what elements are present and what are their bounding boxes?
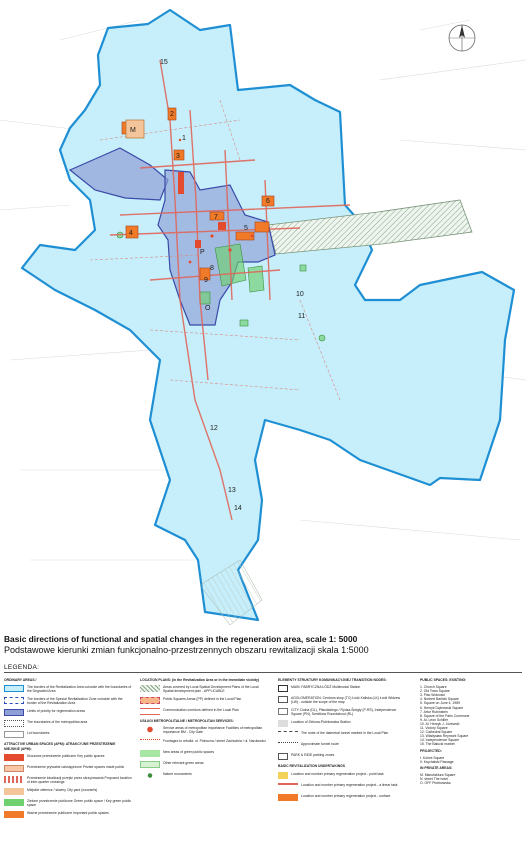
legend-item: CITY: Dolna (DL), Piłsudskiego / Rydza-Śmigły (P-RS), Independence Square (PN), Szmitkow Roundabout (RL) xyxy=(278,708,406,716)
swatch-lot-boundaries xyxy=(4,731,24,738)
swatch-main-node xyxy=(278,685,288,692)
projected-space: I. Kolors Square xyxy=(420,755,445,760)
legend-column-2 xyxy=(140,676,268,783)
legend-item: Areas covered by Local Spatial Development Plans of the Local Spatial development plan - APPLICABLE xyxy=(140,685,268,693)
private-space: N. street The hotel xyxy=(420,776,448,781)
legend-col3-heading: ELEMENTY STRUKTURY KOMUNIKACYJNEJ TRANSITION NODES: xyxy=(278,678,387,682)
private-areas-heading: IN PRIVATE AREAS: xyxy=(420,765,453,770)
existing-space: 9. Al. Leon Schiller xyxy=(420,717,449,722)
swatch-special-zone xyxy=(4,697,24,704)
swatch-key-public-space xyxy=(4,754,24,761)
legend-item: MAIN: FABRYCZNA ŁÓDŹ Multimodal Station xyxy=(278,685,406,692)
legend-divider xyxy=(4,672,522,673)
legend-item: Location and number primary regeneration project - a linear task xyxy=(278,783,406,790)
public-spaces-heading: PUBLIC SPACES: EXISTING: xyxy=(420,678,467,682)
legend-column-1 xyxy=(4,676,132,822)
label-6: 6 xyxy=(266,198,270,205)
existing-space: 15. The Bałucki market xyxy=(420,742,455,747)
label-14: 14 xyxy=(234,505,242,512)
legend-item: Approximate tunnel route xyxy=(278,742,406,749)
swatch-station xyxy=(278,720,288,727)
legend-item: AGGLOMERATION: Centrum skup (TC) Łódź Kaliska (LK) Łódź Widzew (LW) - outside the scope of the map xyxy=(278,696,406,704)
swatch-agglomeration-node xyxy=(278,696,288,703)
legend-item: Miejskie zieleńce / skwery City yard (woonerfs) xyxy=(4,788,132,795)
swatch-important-space xyxy=(4,811,24,818)
existing-space: 14. Independence Square xyxy=(420,738,460,743)
projected-space: II. Kręchalski Passage xyxy=(420,759,454,764)
label-11: 11 xyxy=(298,313,306,320)
legend-item: Przestrzenie lokalizacji przejść przez skrzyżowania Proposed location of inter-quarter crossings xyxy=(4,776,132,784)
legend-col3-subheading: BASIC REVITALIZATION UNDERTAKINGS xyxy=(278,764,346,769)
swatch-tunnel-route xyxy=(278,731,298,738)
legend-item: The boundaries of the metropolitan area xyxy=(4,720,132,727)
legend-item: Kluczowe przestrzenie publiczne Key public spaces xyxy=(4,754,132,761)
existing-space: 3. Plac Wolności xyxy=(420,693,446,698)
existing-space: 5. Square on June 4, 1989 xyxy=(420,701,460,706)
existing-space: 1. Church Square xyxy=(420,685,447,690)
private-space: O. OFF Piotrkowska xyxy=(420,781,451,786)
label-4: 4 xyxy=(129,230,133,237)
existing-space: 8. Square of the Paris Commune xyxy=(420,713,470,718)
legend-item: Przestrzenie prywatne udostępnione Private spaces made public xyxy=(4,765,132,772)
swatch-frontages xyxy=(140,739,160,746)
swatch-revitalization-area xyxy=(4,685,24,692)
legend-header: LEGENDA: xyxy=(4,664,40,671)
swatch-metropolitan-boundary xyxy=(4,720,24,727)
existing-space: 2. Old Town Square xyxy=(420,689,450,694)
label-12: 12 xyxy=(210,425,218,432)
existing-space: 4. Norbert Barlicki Square xyxy=(420,697,459,702)
label-2: 2 xyxy=(170,111,174,118)
existing-space: 7. Artur Rubinstein xyxy=(420,709,448,714)
north-arrow-icon xyxy=(449,25,475,51)
legend-item: Nature monuments xyxy=(140,772,268,779)
existing-space: 13. Władysław Reymont Square xyxy=(420,734,469,739)
swatch-surface-task xyxy=(278,794,298,801)
legend-item: Public Squares Areas (PP) defined in the Local Plan xyxy=(140,697,268,704)
label-o: O xyxy=(205,305,211,312)
label-1: 1 xyxy=(182,135,186,142)
existing-space: 11. Victory Square xyxy=(420,726,448,731)
label-7: 7 xyxy=(214,214,218,221)
legend-item: The route of the diametral tunnel marked in the Local Plan xyxy=(278,731,406,738)
legend-item: PARK & RIDE parking zones xyxy=(278,753,406,760)
label-p: P xyxy=(200,249,205,256)
label-9: 9 xyxy=(204,277,208,284)
label-5: 5 xyxy=(244,225,248,232)
legend-item: Lot boundaries xyxy=(4,731,132,738)
swatch-point-task xyxy=(278,772,288,779)
projected-heading: PROJECTED: xyxy=(420,748,442,753)
title-polish: Podstawowe kierunki zmian funkcjonalno-przestrzennych obszaru rewitalizacji skala 1:5000 xyxy=(4,645,369,655)
revitalization-area xyxy=(22,10,514,620)
existing-space: 12. Cathedral Square xyxy=(420,730,453,735)
legend-item: The borders of the Revitalization Area coincide with the boundaries of the Degraded Area xyxy=(4,685,132,693)
legend-item: Location and number primary regeneration project - point task xyxy=(278,772,406,779)
private-space: M. Manufaktura Square xyxy=(420,772,456,777)
swatch-metropolitan-service xyxy=(140,726,160,733)
existing-space: 6. Henryk Dąbrowski Square xyxy=(420,705,464,710)
label-3: 3 xyxy=(176,153,180,160)
legend-col2-subheading: USŁUGI METROPOLITALNE / METROPOLITAN SERVICES: xyxy=(140,719,234,724)
swatch-crossings xyxy=(4,776,24,783)
legend-item: Limits of priority for regeneration areas xyxy=(4,709,132,716)
label-10: 10 xyxy=(296,291,304,298)
label-13: 13 xyxy=(228,487,236,494)
swatch-private-space xyxy=(4,765,24,772)
swatch-linear-task xyxy=(278,783,298,790)
swatch-corridors xyxy=(140,708,160,715)
label-15: 15 xyxy=(160,59,168,66)
swatch-nature-monument xyxy=(140,772,160,779)
swatch-city-node xyxy=(278,708,288,715)
legend-item: Frontages to rebuild: ul. Pólnocna / street Zachodnia / ul. Narutowicz xyxy=(140,739,268,746)
legend-item: Service areas of metropolitan importance Facilities of metropolitan importance BM - City Gate xyxy=(140,726,268,734)
legend-item: The borders of the Special Revitalization Zone coincide with the border of the Revitalization Area xyxy=(4,697,132,705)
legend-item: Ważne przestrzenie publiczne Important public spaces xyxy=(4,811,132,818)
legend-col2-heading: LOCATION PLANS: (in the Revitalization Area or in the immediate vicinity) xyxy=(140,678,260,682)
swatch-public-squares xyxy=(140,697,160,704)
title-english: Basic directions of functional and spatial changes in the regeneration area, scale 1: 5000 xyxy=(4,634,358,644)
legend-col1-subheading: ATTRACTIVE URBAN SPACES (APM): ATRAKCYJNE PRZESTRZENIE MIEJSKIE (APM): xyxy=(4,742,116,751)
legend-col1-heading: ORDINARY AREAS / xyxy=(4,678,37,682)
swatch-green-public-space xyxy=(4,799,24,806)
legend-item: Communication corridors defined in the Local Plan xyxy=(140,708,268,715)
legend-item: New areas of green public spaces xyxy=(140,750,268,757)
title-block xyxy=(4,634,522,655)
swatch-local-plan xyxy=(140,685,160,692)
legend-item: Location and number primary regeneration project - surface xyxy=(278,794,406,801)
existing-space: 10. Al. Henryk J. Józewski xyxy=(420,721,460,726)
swatch-other-green xyxy=(140,761,160,768)
legend-column-4 xyxy=(420,676,522,785)
swatch-priority-area xyxy=(4,709,24,716)
label-m: M xyxy=(130,127,136,134)
swatch-city-yard xyxy=(4,788,24,795)
legend-item: Other relevant green areas xyxy=(140,761,268,768)
swatch-park-ride xyxy=(278,753,288,760)
label-8: 8 xyxy=(210,265,214,272)
swatch-approx-tunnel xyxy=(278,742,298,749)
legend-item: Zielone przestrzenie publiczne Green public space / Key green public space xyxy=(4,799,132,807)
legend-item: Location of Zielona-Piotrkowska Station xyxy=(278,720,406,727)
legend-column-3 xyxy=(278,676,406,805)
swatch-new-green xyxy=(140,750,160,757)
